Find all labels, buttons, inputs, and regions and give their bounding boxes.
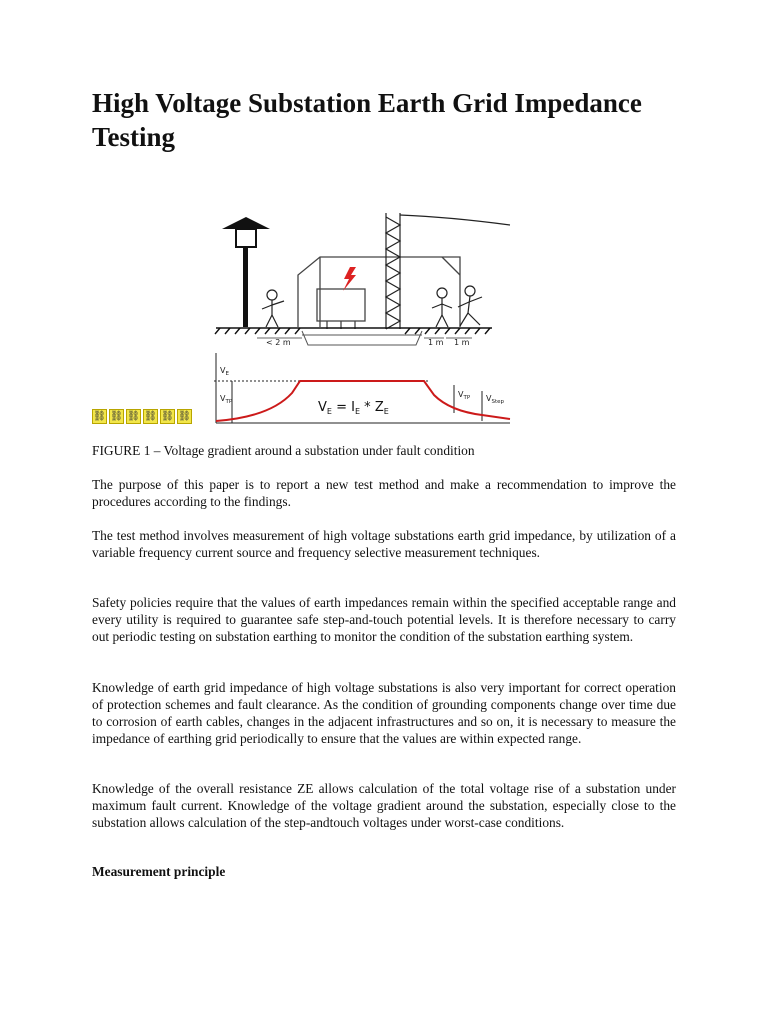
ground-line	[215, 328, 492, 334]
link-icon[interactable]: ⛓	[161, 411, 174, 422]
document-title: High Voltage Substation Earth Grid Impedance Testing	[92, 88, 642, 152]
section-heading: Measurement principle	[92, 864, 226, 879]
dimension-label: < 2 m	[266, 338, 291, 347]
link-icon[interactable]: ⛓	[178, 411, 191, 422]
ve-label: $V_E$	[220, 366, 229, 377]
person-figure-icon	[432, 288, 452, 327]
street-lamp-icon	[222, 217, 270, 327]
figure-caption: FIGURE 1 – Voltage gradient around a substation under fault condition	[92, 443, 475, 458]
dimension-label: 1 m	[428, 338, 444, 347]
link-icon[interactable]: ⛓	[93, 411, 106, 422]
link-icon[interactable]: ⛓	[144, 411, 157, 422]
paragraph: Safety policies require that the values of earth impedances remain within the specified acceptable range and every utility is required to guarantee safe step-and-touch potential levels. It is therefore necessary to carry out periodic testing on substation earthing to monitor the condition of the substation earthing system.	[92, 595, 676, 644]
dimension-label: 1 m	[454, 338, 470, 347]
person-figure-icon	[262, 290, 284, 327]
vtp-label-right: $V_{TP}$	[458, 390, 471, 401]
earth-grid	[302, 331, 422, 345]
paragraph: Knowledge of the overall resistance ZE allows calculation of the total voltage rise of a substation under maximum fault current. Knowledge of the voltage gradient around the substation, especially close to the substation allows calculation of the step-andtouch voltages under worst-case conditions.	[92, 781, 676, 830]
link-icon[interactable]: ⛓	[110, 411, 123, 422]
substation-building	[298, 257, 460, 329]
icon-strip	[92, 409, 192, 424]
vstep-label: $V_{Step}$	[486, 394, 505, 405]
formula: $V_E = I_E * Z_E$	[318, 400, 389, 416]
transmission-tower-icon	[386, 213, 510, 329]
substation-voltage-gradient-figure	[210, 205, 520, 427]
paragraph: The purpose of this paper is to report a new test method and make a recommendation to improve the procedures according to the findings.	[92, 477, 676, 509]
lightning-icon	[343, 267, 356, 291]
person-figure-icon	[458, 286, 482, 326]
vtp-label: $V_{TP}$	[220, 394, 233, 405]
paragraph: The test method involves measurement of high voltage substations earth grid impedance, by utilization of a variable frequency current source and frequency selective measurement techniques.	[92, 528, 676, 560]
paragraph: Knowledge of earth grid impedance of high voltage substations is also very important for correct operation of protection schemes and fault clearance. As the condition of grounding components change over time due to corrosion of earth cables, changes in the adjacent infrastructures and so on, it is necessary to measure the impedance of earthing grid periodically to ensure that the values are within expected range.	[92, 680, 676, 746]
link-icon[interactable]: ⛓	[127, 411, 140, 422]
